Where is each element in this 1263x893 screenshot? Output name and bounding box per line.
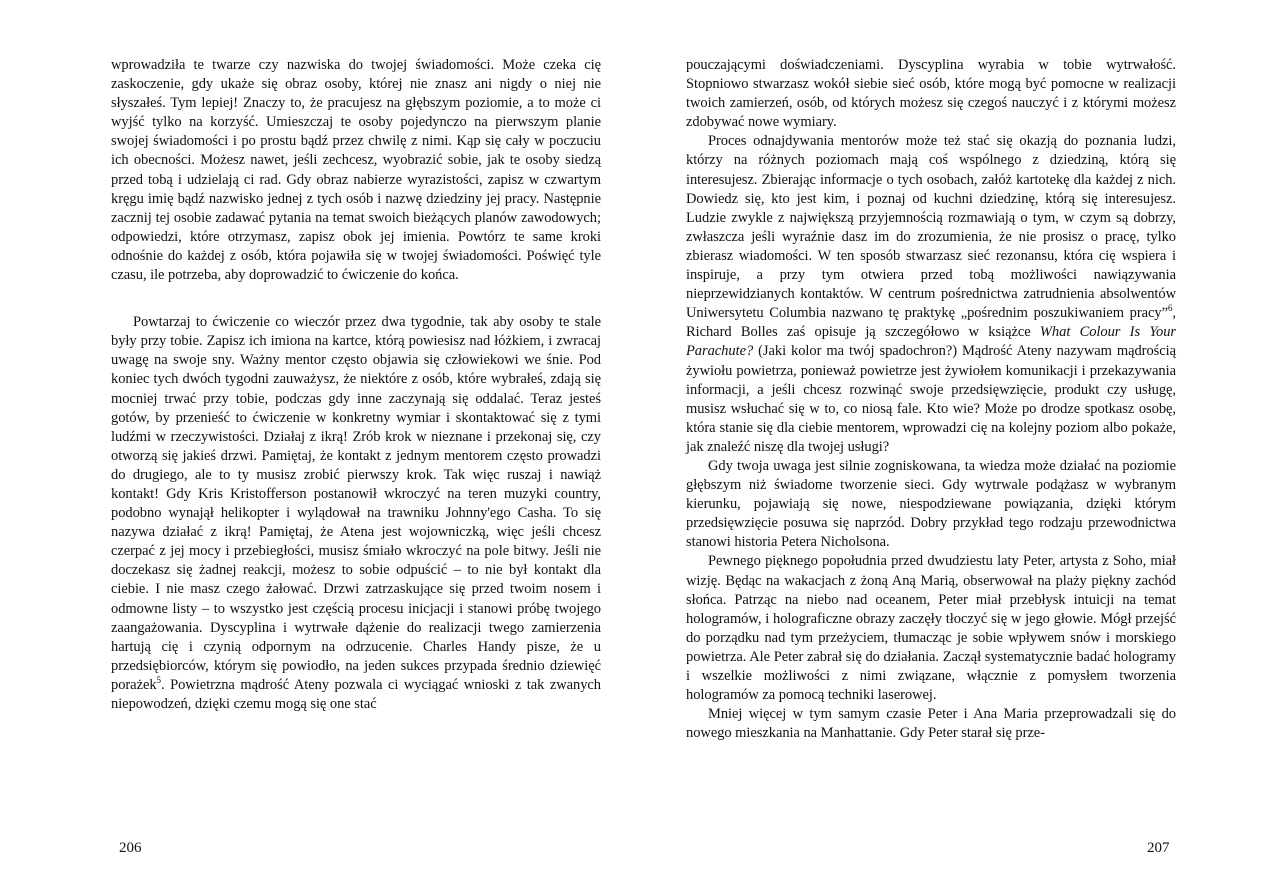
right-page [686, 56, 1176, 743]
right-paragraph-5: Mniej więcej w tym samym czasie Peter i Ana Maria przeprowadzali się do nowego mieszkania na Manhattanie. Gdy Peter starał się prze- [686, 706, 1176, 742]
page-number-left: 206 [119, 840, 142, 856]
right-paragraph-2-text-a: Proces odnajdywania mentorów może też stać się okazją do poznania ludzi, którzy na różnych poziomach mają coś wspólnego z dziedziną, którą się interesujesz. Zbierając informacje o tych osobach, załóż kartotekę dla każdej z nich. Dowiedz się, kto jest kim, i poznaj od kuchni dziedzinę, którą się interesujesz. Ludzie zwykle z największą przyjemnością rozmawiają o tym, w czym są dobrzy, zwłaszcza jeśli wyraźnie dasz im do zrozumienia, że nie prosisz o pracę, tylko zbierasz wiadomości. W ten sposób stwarzasz sieć rezonansu, która cię wspiera i inspiruje, a przy tym otwiera przed tobą możliwości nawiązywania nieprzewidzianych kontaktów. W centrum pośrednictwa zatrudnienia absolwentów Uniwersytetu Columbia nazwano tę praktykę „pośrednim poszukiwaniem pracy” [686, 133, 1176, 322]
right-paragraph-2 [686, 132, 1176, 457]
footnote-ref-6: 6 [1167, 303, 1173, 314]
right-paragraph-3: Gdy twoja uwaga jest silnie zogniskowana, ta wiedza może działać na poziomie głębszym niż świadome tworzenie sieci. Gdy wytrwale podążasz w wybranym kierunku, pojawiają się nowe, niespodziewane powiązania, dzięki którym przedsięwzięcie posuwa się naprzód. Dobry przykład tego rodzaju przewodnictwa stanowi historia Petera Nicholsona. [686, 457, 1176, 551]
right-paragraph-2-text-c: (Jaki kolor ma twój spadochron?) Mądrość Ateny nazywam mądrością żywiołu powietrza, ponieważ powietrze jest żywiołem komunikacji i przekazywania informacji, a jeśli chcesz rozwinąć swoje przedsięwzięcie, produkt czy usługę, musisz wsłuchać się w to, co niosą fale. Kto wie? Może po drodze spotkasz osobę, która stanie się dla ciebie mentorem, wprowadzi cię na kolejny poziom albo pokaże, jak znaleźć niszę dla twojej usługi? [686, 343, 1176, 455]
right-paragraph-4: Pewnego pięknego popołudnia przed dwudziestu laty Peter, artysta z Soho, miał wizję. Będąc na wakacjach z żoną Aną Marią, obserwował na plaży piękny zachód słońca. Patrząc na niebo nad oceanem, Peter miał przebłysk intuicji na temat hologramów, i holograficzne obrazy zaczęły tłoczyć się w jego głowie. Mógł przejść do porządku nad tym przeżyciem, tłumacząc je sobie wpływem snów i morskiego powietrza. Ale Peter zabrał się do działania. Zaczął systematycznie badać hologramy i wszelkie możliwości z nimi związane, włącznie z pomysłem tworzenia hologramów za pomocą techniki laserowej. [686, 553, 1176, 704]
page-number-right: 207 [1147, 840, 1170, 856]
left-paragraph-2 [111, 313, 601, 714]
right-paragraph-1: pouczającymi doświadczeniami. Dyscyplina wyrabia w tobie wytrwałość. Stopniowo stwarzasz wokół siebie sieć osób, które mogą być pomocne w realizacji twoich zamierzeń, osób, od których możesz się czegoś nauczyć i z którymi możesz zdobywać nowe wymiary. [686, 57, 1176, 131]
book-title: What Colour Is Your Parachute? [686, 324, 1176, 360]
left-paragraph-2-text-b: . Powietrzna mądrość Ateny pozwala ci wyciągać wnioski z tak zwanych niepowodzeń, dzięki czemu mogą się one stać [111, 676, 601, 712]
section-gap [111, 285, 601, 313]
left-page [111, 56, 601, 714]
right-paragraph-2-text-b: , Richard Bolles zaś opisuje ją szczegółowo w książce [686, 305, 1176, 341]
left-paragraph-2-text-a: Powtarzaj to ćwiczenie co wieczór przez dwa tygodnie, tak aby osoby te stale były przy tobie. Zapisz ich imiona na kartce, którą powiesisz nad łóżkiem, i zwracaj uwagę na swoje sny. Ważny mentor często objawia się człowiekowi we śnie. Pod koniec tych dwóch tygodni zauważysz, że niektóre z osób, które wybrałeś, zdają się mocniej trwać przy tobie, podczas gdy inne zaczynają się oddalać. Teraz jesteś gotów, by przenieść to ćwiczenie w konkretny wymiar i skontaktować się z tymi ludźmi w rzeczywistości. Działaj z ikrą! Zrób krok w nieznane i przekonaj się, czy otworzą się jakieś drzwi. Pamiętaj, że kontakt z jednym mentorem często prowadzi do drugiego, ale to ty musisz zrobić pierwszy krok. Tak więc ruszaj i nawiąż kontakt! Gdy Kris Kristofferson postanowił wkroczyć na teren muzyki country, podobno wynajął helikopter i wylądował na trawniku Johnny'ego Casha. To się nazywa działać z ikrą! Pamiętaj, że Atena jest wojowniczką, więc jeśli chcesz czerpać z jej mocy i przebiegłości, musisz śmiało wkroczyć na pole bitwy. Jeśli nie doczekasz się żadnej reakcji, możesz to sobie odpuścić – to nie był kontakt dla ciebie. I nie masz czego żałować. Drzwi zatrzaskujące się przed twoim nosem i odmowne listy – to wszystko jest częścią procesu inicjacji i stanowi próbę twojego zaangażowania. Dyscyplina i wytrwałe dążenie do realizacji twego zamierzenia hartują cię i czynią odpornym na odrzucenie. Charles Handy pisze, że u przedsiębiorców, którym się powiodło, na jeden sukces przypada średnio dziewięć porażek [111, 314, 601, 693]
footnote-ref-5: 5 [156, 675, 161, 686]
left-paragraph-1: wprowadziła te twarze czy nazwiska do twojej świadomości. Może czeka cię zaskoczenie, gdy ukaże się obraz osoby, której nie znasz ani nigdy o niej nie słyszałeś. Tym lepiej! Znaczy to, że pracujesz na głębszym poziomie, a to może ci wyjść tylko na korzyść. Umieszczaj te osoby pojedynczo na pierwszym planie swojej świadomości i po prostu bądź przez chwilę z nimi. Kąp się cały w poczuciu ich obecności. Możesz nawet, jeśli zechcesz, wyobrazić sobie, jak te osoby siedzą przed tobą i udzielają ci rad. Gdy obraz nabierze wyrazistości, zapisz w czwartym kręgu imię bądź nazwisko jednej z tych osób i nazwę dziedziny jej pracy. Następnie zacznij tej osobie zadawać pytania na temat swoich bieżących planów zawodowych; odpowiedzi, które otrzymasz, zapisz obok jej imienia. Powtórz te same kroki odnośnie do każdej z osób, która pojawiła się w twojej świadomości. Poświęć tyle czasu, ile potrzeba, aby doprowadzić to ćwiczenie do końca. [111, 57, 601, 284]
